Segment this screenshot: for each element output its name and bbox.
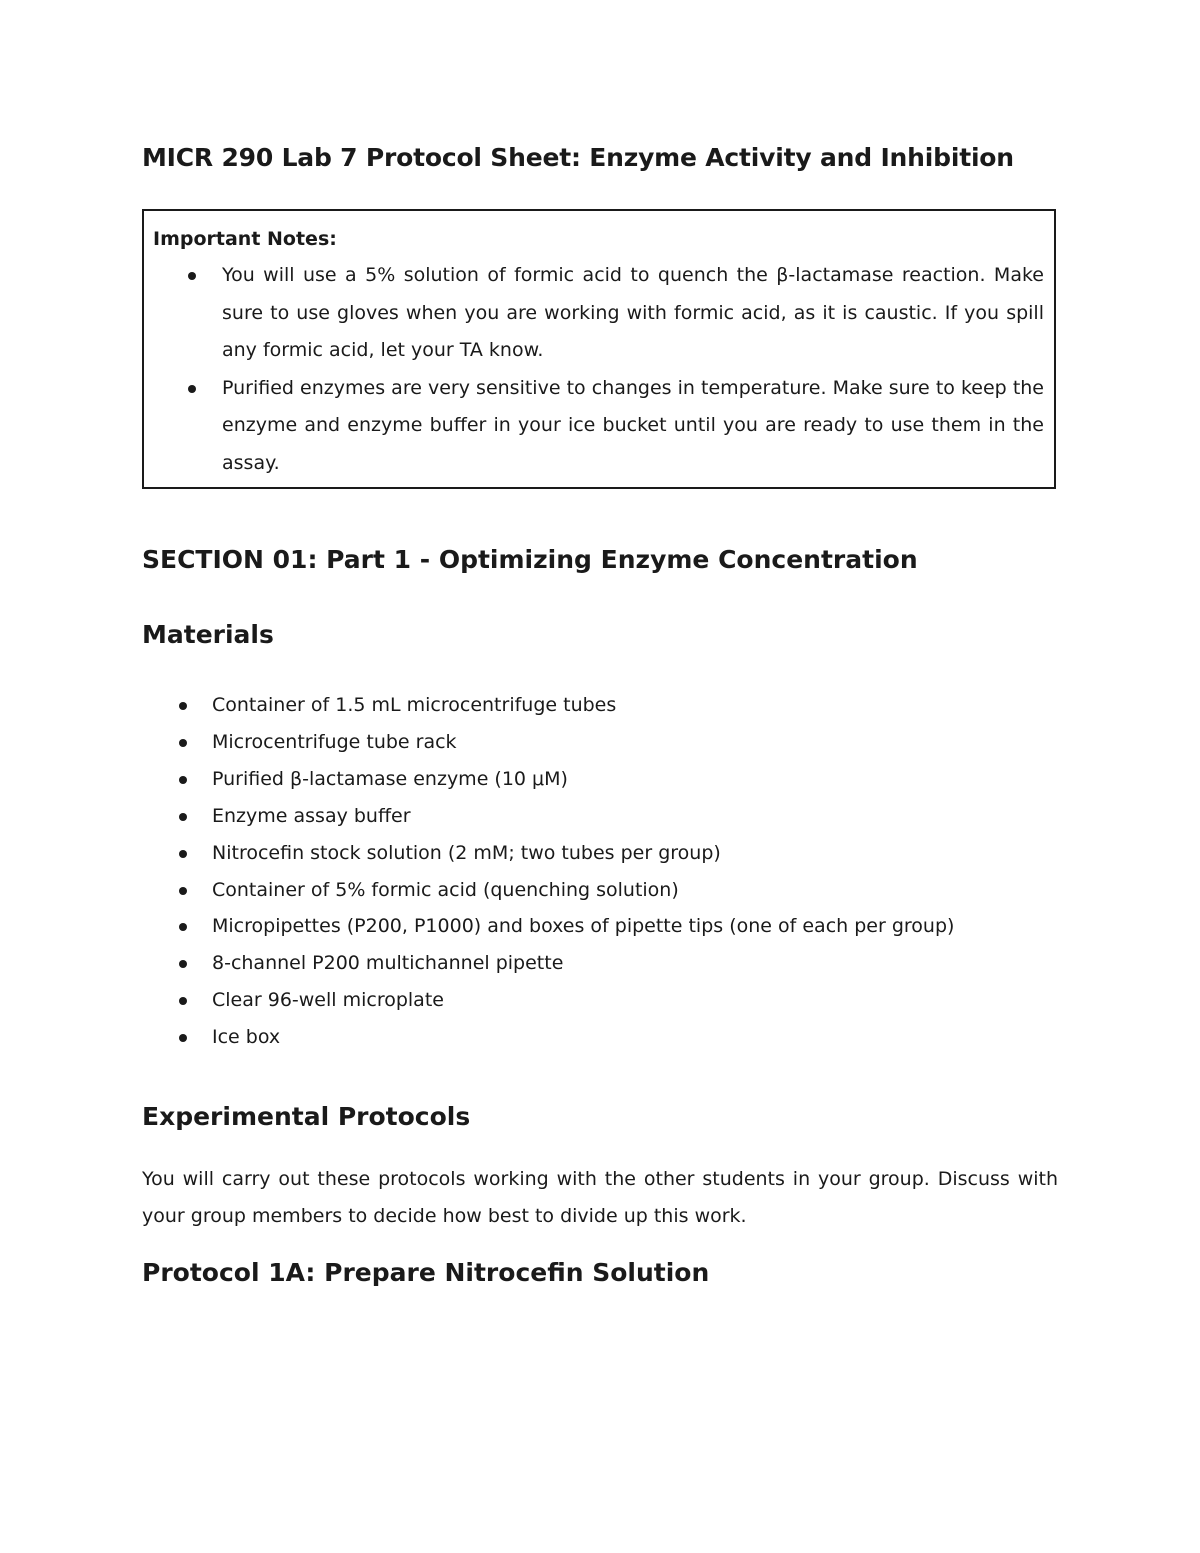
materials-item <box>142 798 954 835</box>
important-notes-heading: Important Notes: <box>153 228 337 250</box>
materials-item <box>142 687 954 724</box>
bullet-icon <box>179 739 187 747</box>
materials-item <box>142 945 954 982</box>
materials-item-text: Micropipettes (P200, P1000) and boxes of pipette tips (one of each per group) <box>212 915 955 938</box>
important-notes-list <box>144 257 1054 482</box>
bullet-icon <box>188 385 196 393</box>
protocol-1a-heading: Protocol 1A: Prepare Nitrocefin Solution <box>142 1258 710 1287</box>
important-note-text: You will use a 5% solution of formic acid to quench the β-lactamase reaction. Make sure to use gloves when you are working with formic acid, as it is caustic. If you spill any formic acid, let your TA know. <box>222 264 1044 361</box>
materials-item <box>142 872 954 909</box>
bullet-icon <box>179 776 187 784</box>
bullet-icon <box>179 887 187 895</box>
bullet-icon <box>179 960 187 968</box>
materials-item-text: Container of 1.5 mL microcentrifuge tubes <box>212 694 617 716</box>
bullet-icon <box>179 923 187 931</box>
bullet-icon <box>179 997 187 1005</box>
important-note-item <box>144 370 1054 483</box>
experimental-protocols-paragraph: You will carry out these protocols working with the other students in your group. Discuss with your group members to decide how best to divide up this work. <box>142 1168 1058 1227</box>
materials-item <box>142 982 954 1019</box>
experimental-protocols-heading: Experimental Protocols <box>142 1102 471 1131</box>
section-heading: SECTION 01: Part 1 - Optimizing Enzyme Concentration <box>142 545 918 574</box>
materials-item <box>142 1019 954 1056</box>
document-title: MICR 290 Lab 7 Protocol Sheet: Enzyme Activity and Inhibition <box>142 143 1014 172</box>
bullet-icon <box>179 1034 187 1042</box>
important-note-text: Purified enzymes are very sensitive to changes in temperature. Make sure to keep the enzyme and enzyme buffer in your ice bucket until you are ready to use them in the assay. <box>222 376 1044 474</box>
materials-heading: Materials <box>142 620 274 649</box>
materials-list <box>142 687 954 1056</box>
materials-item <box>142 835 954 872</box>
bullet-icon <box>179 850 187 858</box>
bullet-icon <box>179 702 187 710</box>
important-note-item <box>144 257 1054 370</box>
materials-item-text: Enzyme assay buffer <box>212 804 411 827</box>
important-notes-box <box>142 209 1056 489</box>
materials-item <box>142 761 954 798</box>
bullet-icon <box>188 272 196 280</box>
materials-item-text: Container of 5% formic acid (quenching solution) <box>212 878 679 901</box>
materials-item-text: Ice box <box>212 1026 281 1049</box>
materials-item-text: 8-channel P200 multichannel pipette <box>212 952 564 975</box>
bullet-icon <box>179 813 187 821</box>
materials-item <box>142 724 954 761</box>
materials-item <box>142 908 954 945</box>
materials-item-text: Clear 96-well microplate <box>212 989 444 1012</box>
materials-item-text: Nitrocefin stock solution (2 mM; two tubes per group) <box>212 841 721 864</box>
materials-item-text: Microcentrifuge tube rack <box>212 730 457 753</box>
materials-item-text: Purified β-lactamase enzyme (10 μM) <box>212 767 568 790</box>
